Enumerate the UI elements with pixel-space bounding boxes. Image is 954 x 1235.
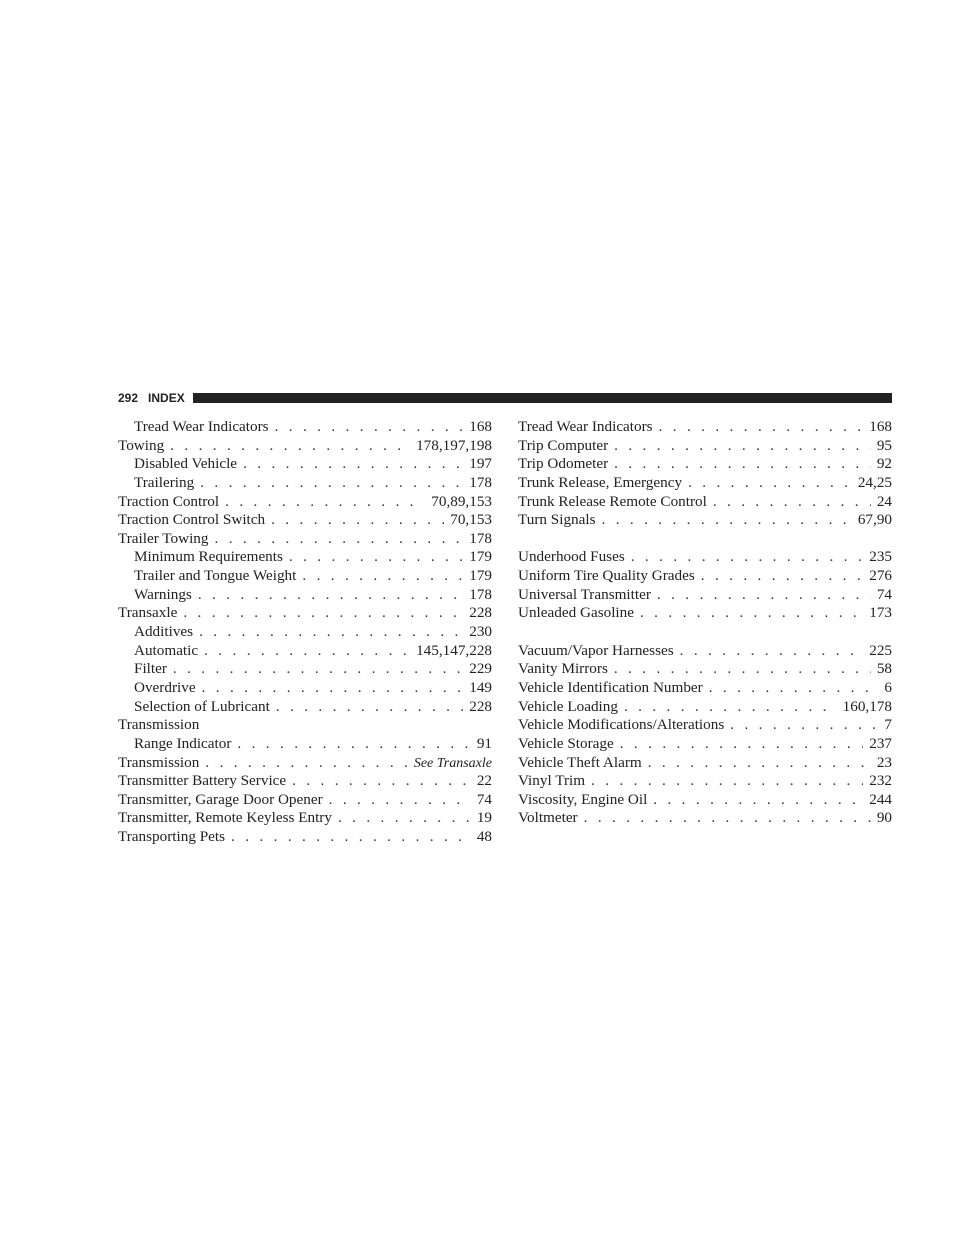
index-entry	[518, 418, 892, 437]
dot-leader	[271, 511, 444, 530]
index-term: Transmitter, Remote Keyless Entry	[118, 809, 332, 827]
page-reference: 19	[476, 809, 492, 827]
index-term: Trip Computer	[518, 436, 609, 454]
index-term: Viscosity, Engine Oil	[518, 790, 648, 808]
dot-leader	[614, 455, 871, 474]
index-term: Vehicle Theft Alarm	[518, 753, 642, 771]
dot-leader	[631, 548, 863, 567]
dot-leader	[584, 809, 871, 828]
page-reference: 244	[869, 790, 892, 808]
index-entry	[518, 679, 892, 698]
page-reference: 276	[869, 567, 892, 585]
dot-leader	[591, 772, 863, 791]
index-entry	[518, 716, 892, 735]
page-number: 292	[118, 391, 139, 405]
page-reference: 74	[876, 585, 892, 603]
index-term: Trailer and Tongue Weight	[134, 567, 297, 585]
dot-leader	[640, 604, 863, 623]
index-entry	[518, 511, 892, 530]
page-reference: 225	[869, 641, 892, 659]
page-reference: 237	[869, 734, 892, 752]
page-reference: 232	[869, 772, 892, 790]
page-reference: 235	[869, 548, 892, 566]
dot-leader	[329, 791, 471, 810]
index-subentry	[118, 455, 492, 474]
index-term: Trip Odometer	[518, 455, 609, 473]
index-subentry	[118, 586, 492, 605]
page-reference: 178	[469, 529, 492, 547]
index-term: Unleaded Gasoline	[518, 604, 634, 622]
index-subentry	[118, 642, 492, 661]
page-reference: 70,89,153	[431, 492, 492, 510]
page-reference: 22	[476, 772, 492, 790]
dot-leader	[202, 679, 464, 698]
index-entry	[518, 437, 892, 456]
index-term: Vinyl Trim	[518, 772, 586, 790]
index-entry	[518, 474, 892, 493]
dot-leader	[275, 418, 464, 437]
page-reference: 228	[469, 697, 492, 715]
index-term: Universal Transmitter	[518, 585, 651, 603]
index-entry	[118, 772, 492, 791]
dot-leader	[215, 530, 464, 549]
dot-leader	[709, 679, 879, 698]
index-term: Disabled Vehicle	[134, 455, 238, 473]
page-reference: 70,153	[450, 511, 492, 529]
index-term: Warnings	[134, 585, 192, 603]
page-reference: 178	[469, 473, 492, 491]
index-term: Vanity Mirrors	[518, 660, 608, 678]
page-reference: 145,147,228	[416, 641, 492, 659]
dot-leader	[170, 437, 410, 456]
index-subentry	[118, 623, 492, 642]
index-term: Transaxle	[118, 604, 178, 622]
index-term: Turn Signals	[518, 511, 596, 529]
index-term: Tread Wear Indicators	[134, 418, 269, 435]
page-reference: 48	[476, 828, 492, 846]
index-term: Vehicle Loading	[518, 697, 618, 715]
index-entry	[518, 698, 892, 717]
index-entry	[118, 493, 492, 512]
page-reference: 178	[469, 585, 492, 603]
dot-leader	[292, 772, 471, 791]
page-reference: 91	[476, 734, 492, 752]
index-entry	[518, 548, 892, 567]
index-entry	[118, 791, 492, 810]
dot-leader	[614, 437, 871, 456]
dot-leader	[243, 455, 463, 474]
index-entry	[118, 809, 492, 828]
page-reference: 197	[469, 455, 492, 473]
index-column-left	[118, 418, 492, 847]
index-subentry	[118, 418, 492, 437]
index-term: Minimum Requirements	[134, 548, 283, 566]
index-entry	[518, 642, 892, 661]
section-title: INDEX	[148, 391, 185, 405]
page-reference: 24	[876, 492, 892, 510]
dot-leader	[620, 735, 863, 754]
index-entry	[118, 530, 492, 549]
index-subentry	[118, 698, 492, 717]
dot-leader	[688, 474, 852, 493]
index-term: Underhood Fuses	[518, 548, 625, 566]
index-entry	[518, 604, 892, 623]
index-subentry	[118, 567, 492, 586]
index-term: Uniform Tire Quality Grades	[518, 567, 695, 585]
index-entry	[518, 660, 892, 679]
index-entry	[118, 437, 492, 456]
page-reference: 168	[869, 418, 892, 435]
index-term: Transporting Pets	[118, 828, 226, 846]
dot-leader	[713, 493, 871, 512]
page-reference: See Transaxle	[413, 755, 492, 771]
index-entry	[518, 735, 892, 754]
dot-leader	[701, 567, 863, 586]
index-term: Transmitter, Garage Door Opener	[118, 790, 323, 808]
dot-leader	[276, 698, 463, 717]
page-reference: 178,197,198	[416, 436, 492, 454]
dot-leader	[680, 642, 864, 661]
dot-leader	[205, 754, 408, 773]
index-entry	[118, 511, 492, 530]
dot-leader	[200, 474, 463, 493]
index-entry	[518, 809, 892, 828]
index-term: Traction Control	[118, 492, 220, 510]
index-term: Tread Wear Indicators	[518, 418, 653, 435]
index-term: Vacuum/Vapor Harnesses	[518, 641, 674, 659]
index-term: Trunk Release Remote Control	[518, 492, 707, 510]
page-reference: 7	[884, 716, 892, 734]
page-reference: 74	[476, 790, 492, 808]
dot-leader	[289, 548, 463, 567]
page-reference: 168	[469, 418, 492, 435]
index-term: Vehicle Identification Number	[518, 678, 703, 696]
index-subentry	[118, 679, 492, 698]
index-entry	[118, 716, 492, 735]
dot-leader	[659, 418, 864, 437]
index-entry	[518, 567, 892, 586]
index-entry	[518, 455, 892, 474]
index-subentry	[118, 735, 492, 754]
index-term: Filter	[134, 660, 167, 678]
index-term: Trunk Release, Emergency	[518, 473, 683, 491]
dot-leader	[204, 642, 410, 661]
dot-leader	[624, 698, 837, 717]
page-reference: 149	[469, 678, 492, 696]
page-reference: 90	[876, 809, 892, 827]
dot-leader	[198, 586, 463, 605]
index-term: Traction Control Switch	[118, 511, 266, 529]
index-subentry	[118, 548, 492, 567]
page-reference: 179	[469, 567, 492, 585]
index-term: Selection of Lubricant	[134, 697, 270, 715]
page-reference: 24,25	[857, 473, 892, 491]
page-reference: 228	[469, 604, 492, 622]
dot-leader	[648, 754, 871, 773]
index-term: Trailer Towing	[118, 529, 209, 547]
index-term: Transmission	[118, 753, 200, 771]
index-term: Additives	[134, 623, 194, 641]
dot-leader	[653, 791, 863, 810]
index-term: Range Indicator	[134, 734, 232, 752]
index-term: Transmitter Battery Service	[118, 772, 287, 790]
index-entry	[518, 754, 892, 773]
index-entry	[118, 604, 492, 623]
index-term: Vehicle Storage	[518, 734, 614, 752]
dot-leader	[302, 567, 463, 586]
page-reference: 230	[469, 623, 492, 641]
index-spacer	[518, 530, 892, 549]
dot-leader	[602, 511, 852, 530]
index-term: Transmission	[118, 716, 200, 734]
index-entry	[518, 493, 892, 512]
dot-leader	[338, 809, 471, 828]
index-entry	[518, 791, 892, 810]
dot-leader	[225, 493, 425, 512]
page-reference: 173	[869, 604, 892, 622]
dot-leader	[173, 660, 463, 679]
dot-leader	[614, 660, 871, 679]
dot-leader	[237, 735, 470, 754]
page-header	[118, 390, 892, 406]
dot-leader	[231, 828, 471, 847]
dot-leader	[657, 586, 871, 605]
page-reference: 160,178	[842, 697, 892, 715]
index-term: Towing	[118, 436, 165, 454]
page-reference: 58	[876, 660, 892, 678]
dot-leader	[183, 604, 463, 623]
index-entry	[518, 586, 892, 605]
page-reference: 95	[876, 436, 892, 454]
page-reference: 67,90	[857, 511, 892, 529]
index-subentry	[118, 660, 492, 679]
dot-leader	[730, 716, 878, 735]
page-reference: 229	[469, 660, 492, 678]
index-spacer	[518, 623, 892, 642]
page-reference: 6	[884, 678, 892, 696]
page-reference: 179	[469, 548, 492, 566]
index-subentry	[118, 474, 492, 493]
index-entry	[518, 772, 892, 791]
index-term: Vehicle Modifications/Alterations	[518, 716, 725, 734]
page-reference: 92	[876, 455, 892, 473]
header-rule	[193, 393, 892, 403]
index-term: Automatic	[134, 641, 199, 659]
index-entry	[118, 754, 492, 773]
dot-leader	[199, 623, 463, 642]
index-term: Voltmeter	[518, 809, 578, 827]
index-entry	[118, 828, 492, 847]
index-column-right	[518, 418, 892, 828]
page-reference: 23	[876, 753, 892, 771]
index-term: Overdrive	[134, 678, 196, 696]
index-term: Trailering	[134, 473, 195, 491]
